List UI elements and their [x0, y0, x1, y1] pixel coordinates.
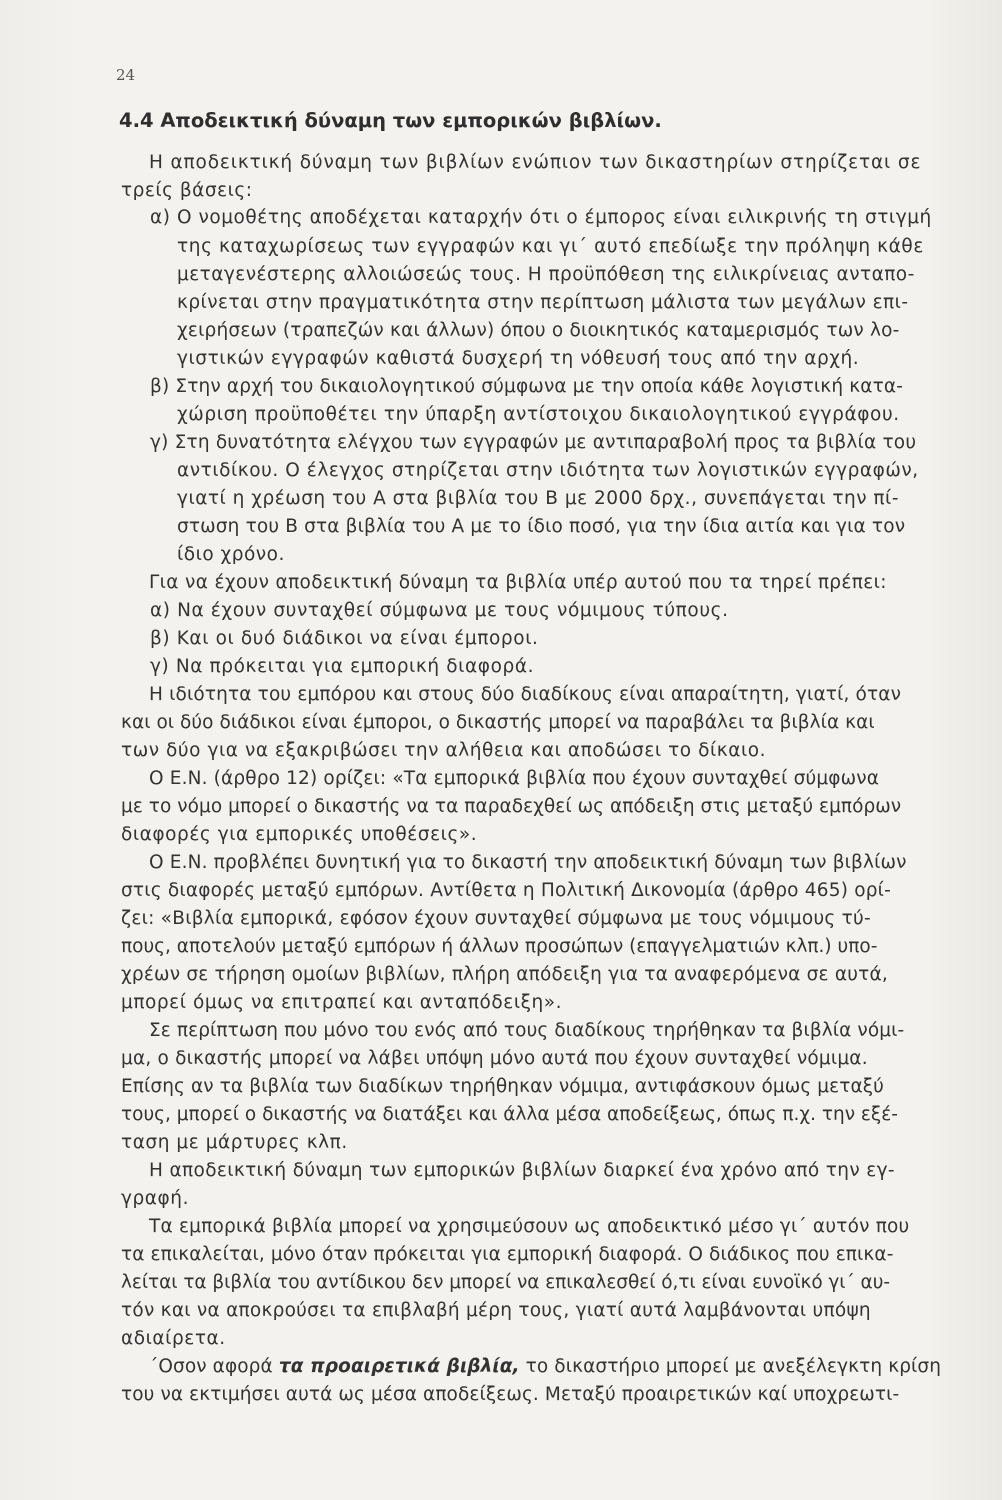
text-line: γιατί η χρέωση του Α στα βιβλία του Β με 2000 δρχ., συνεπάγεται την πί- [177, 488, 899, 509]
text-line: αδιαίρετα. [121, 1328, 226, 1349]
text-line: Επίσης αν τα βιβλία των διαδίκων τηρήθηκαν νόμιμα, αντιφάσκουν όμως μεταξύ [121, 1076, 884, 1097]
text-line: χειρήσεων (τραπεζών και άλλων) όπου ο διοικητικός καταμερισμός των λο- [177, 320, 900, 341]
text-line: γ) Στη δυνατότητα ελέγχου των εγγραφών με αντιπαραβολή προς τα βιβλία του [150, 432, 917, 453]
text-line: γιστικών εγγραφών καθιστά δυσχερή τη νόθευσή τους από την αρχή. [177, 348, 860, 369]
text-line: Τα εμπορικά βιβλία μπορεί να χρησιμεύσουν ως αποδεικτικό μέσο γι΄ αυτόν που [149, 1216, 910, 1237]
text-line: στις διαφορές μεταξύ εμπόρων. Αντίθετα η Πολιτική Δικονομία (άρθρο 465) ορί- [121, 880, 891, 901]
text-line: ταση με μάρτυρες κλπ. [121, 1132, 348, 1153]
text-line: χώριση προϋποθέτει την ύπαρξη αντίστοιχου δικαιολογητικού εγγράφου. [177, 404, 900, 425]
text-line: πους, αποτελούν μεταξύ εμπόρων ή άλλων προσώπων (επαγγελματιών κλπ.) υπο- [121, 936, 878, 957]
text-line: μπορεί όμως να επιτραπεί και ανταπόδειξη». [121, 992, 563, 1013]
text-line: τρείς βάσεις: [121, 180, 253, 201]
text-line: Ο Ε.Ν. προβλέπει δυνητική για το δικαστή την αποδεικτική δύναμη των βιβλίων [149, 852, 907, 873]
text-line: Σε περίπτωση που μόνο του ενός από τους διαδίκους τηρήθηκαν τα βιβλία νόμι- [149, 1020, 905, 1041]
text-line: α) Ο νομοθέτης αποδέχεται καταρχήν ότι ο έμπορος είναι ειλικρινής τη στιγμή [150, 207, 932, 228]
text-line: μεταγενέστερης αλλοιώσεώς τους. Η προϋπόθεση της ειλικρίνειας ανταπο- [177, 264, 915, 285]
text-line: αντιδίκου. Ο έλεγχος στηρίζεται στην ιδιότητα των λογιστικών εγγραφών, [177, 460, 919, 481]
text-fragment: ΄Οσον αφορά [149, 1356, 279, 1377]
text-line: β) Και οι δυό διάδικοι να είναι έμποροι. [150, 628, 539, 649]
emphasized-term: τα προαιρετικά βιβλία, [278, 1356, 520, 1377]
text-line: τόν και να αποκρούσει τα επιβλαβή μέρη τους, γιατί αυτά λαμβάνονται υπόψη [121, 1300, 871, 1321]
text-fragment: το δικαστήριο μπορεί με ανεξέλεγκτη κρίση [519, 1356, 942, 1377]
text-line: τα επικαλείται, μόνο όταν πρόκειται για εμπορική διαφορά. Ο διάδικος που επικα- [121, 1244, 894, 1265]
text-line: χρέων σε τήρηση ομοίων βιβλίων, πλήρη απόδειξη για τα αναφερόμενα σε αυτά, [121, 964, 888, 985]
page-number: 24 [116, 66, 136, 84]
text-line: κρίνεται στην πραγματικότητα στην περίπτωση μάλιστα των μεγάλων επι- [177, 292, 909, 313]
text-line: γραφή. [121, 1188, 189, 1209]
text-line: λείται τα βιβλία του αντίδικου δεν μπορεί να επικαλεσθεί ό,τι είναι ευνοϊκό γι΄ αυ- [121, 1272, 890, 1293]
text-line: μα, ο δικαστής μπορεί να λάβει υπόψη μόνο αυτά που έχουν συνταχθεί νόμιμα. [121, 1048, 868, 1069]
text-line: Για να έχουν αποδεικτική δύναμη τα βιβλία υπέρ αυτού που τα τηρεί πρέπει: [149, 572, 887, 593]
text-line: ίδιο χρόνο. [177, 544, 285, 565]
text-line: ζει: «Βιβλία εμπορικά, εφόσον έχουν συνταχθεί σύμφωνα με τους νόμιμους τύ- [121, 908, 871, 929]
text-line: και οι δύο διάδικοι είναι έμποροι, ο δικαστής μπορεί να παραβάλει τα βιβλία και [121, 712, 875, 733]
text-line: Ο Ε.Ν. (άρθρο 12) ορίζει: «Τα εμπορικά βιβλία που έχουν συνταχθεί σύμφωνα [149, 768, 880, 789]
text-line: της καταχωρίσεως των εγγραφών και γι΄ αυτό επεδίωξε την πρόληψη κάθε [177, 236, 924, 257]
text-line: του να εκτιμήσει αυτά ως μέσα αποδείξεως. Μεταξύ προαιρετικών καί υποχρεωτι- [121, 1384, 900, 1405]
text-line: Η αποδεικτική δύναμη των βιβλίων ενώπιον των δικαστηρίων στηρίζεται σε [149, 152, 922, 173]
section-heading: 4.4 Αποδεικτική δύναμη των εμπορικών βιβλίων. [119, 109, 662, 132]
text-line: Η αποδεικτική δύναμη των εμπορικών βιβλίων διαρκεί ένα χρόνο από την εγ- [149, 1160, 895, 1181]
text-line: με το νόμο μπορεί ο δικαστής να τα παραδεχθεί ως απόδειξη στις μεταξύ εμπόρων [121, 796, 902, 817]
text-line: Η ιδιότητα του εμπόρου και στους δύο διαδίκους είναι απαραίτητη, γιατί, όταν [149, 684, 902, 705]
text-line: γ) Να πρόκειται για εμπορική διαφορά. [150, 656, 535, 677]
text-line: των δύο για να εξακριβώσει την αλήθεια και αποδώσει το δίκαιο. [121, 740, 767, 761]
text-line [149, 1356, 941, 1378]
text-line: διαφορές για εμπορικές υποθέσεις». [121, 824, 478, 845]
text-line: στωση του Β στα βιβλία του Α με το ίδιο ποσό, για την ίδια αιτία και για τον [177, 516, 906, 537]
text-line: α) Να έχουν συνταχθεί σύμφωνα με τους νόμιμους τύπους. [150, 600, 729, 621]
text-line: β) Στην αρχή του δικαιολογητικού σύμφωνα με την οποία κάθε λογιστική κατα- [150, 376, 904, 397]
text-line: τους, μπορεί ο δικαστής να διατάξει και άλλα μέσα αποδείξεως, όπως π.χ. την εξέ- [121, 1104, 898, 1125]
